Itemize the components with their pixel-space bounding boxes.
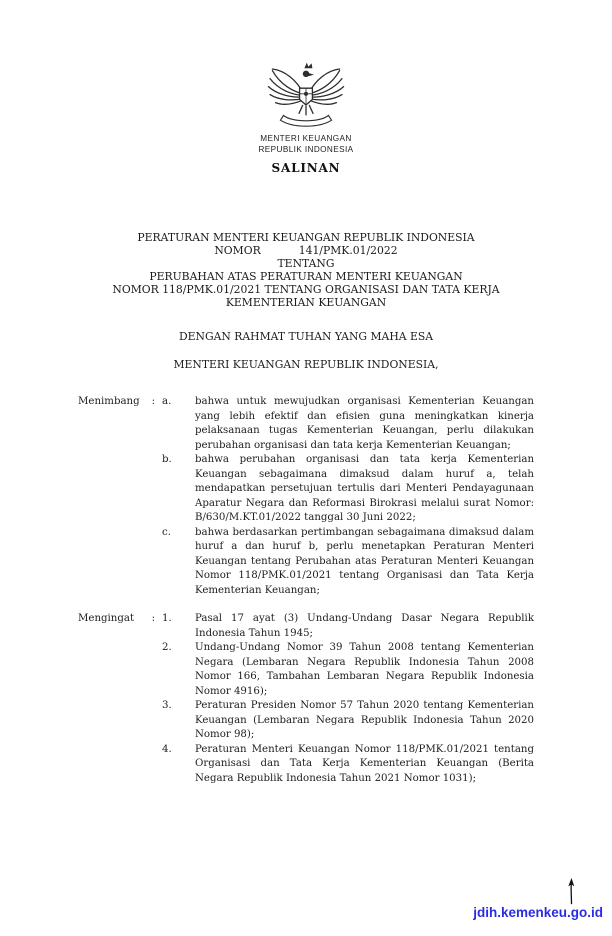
regulation-title-block <box>0 231 612 310</box>
item-text: Peraturan Presiden Nomor 57 Tahun 2020 tentang Kementerian Keuangan (Lembaran Negara Republik Indonesia Tahun 2020 Nomor 98); <box>195 700 534 740</box>
item-marker: c. <box>162 526 171 538</box>
recalling-label: Mengingat <box>78 613 135 624</box>
authority-line: MENTERI KEUANGAN REPUBLIK INDONESIA, <box>173 358 439 371</box>
number-value: 141/PMK.01/2022 <box>298 244 398 258</box>
about-label: TENTANG <box>277 257 335 271</box>
item-text: Undang-Undang Nomor 39 Tahun 2008 tentang Kementerian Negara (Lembaran Negara Republik Indonesia Tahun 2008 Nomor 166, Tambahan Lembaran Negara Republik Indonesia Nomor 4916); <box>195 642 534 697</box>
letterhead <box>0 56 612 175</box>
recalling-label-cell <box>78 612 162 627</box>
copy-stamp: SALINAN <box>271 161 341 175</box>
subject-line-2: NOMOR 118/PMK.01/2021 TENTANG ORGANISASI DAN TATA KERJA <box>112 283 500 297</box>
considering-items <box>162 395 534 598</box>
item-marker: 4. <box>162 743 172 755</box>
list-item <box>162 395 534 453</box>
considering-separator: : <box>151 396 155 407</box>
jdih-website-link[interactable]: jdih.kemenkeu.go.id <box>473 905 603 920</box>
invocation-line: DENGAN RAHMAT TUHAN YANG MAHA ESA <box>178 330 434 343</box>
item-text: bahwa perubahan organisasi dan tata kerja Kementerian Keuangan sebagaimana dimaksud dalam huruf a, telah mendapatkan persetujuan tertulis dari Menteri Pendayagunaan Aparatur Negara dan Reformasi Birokrasi melalui surat Nomor: B/630/M.KT.01/2022 tanggal 30 Juni 2022; <box>195 454 534 523</box>
item-text: Pasal 17 ayat (3) Undang-Undang Dasar Negara Republik Indonesia Tahun 1945; <box>195 613 534 639</box>
ministry-line-2: REPUBLIK INDONESIA <box>258 144 354 154</box>
garuda-pancasila-emblem-icon <box>266 56 346 130</box>
up-arrow-mark-icon <box>564 878 579 906</box>
list-item <box>162 743 534 787</box>
regulation-title-line: PERATURAN MENTERI KEUANGAN REPUBLIK INDONESIA <box>137 231 475 244</box>
considering-section <box>78 395 534 598</box>
considering-label: Menimbang <box>78 396 140 407</box>
ministry-name <box>0 134 612 155</box>
list-item <box>162 526 534 599</box>
recalling-section <box>78 612 534 786</box>
item-text: bahwa berdasarkan pertimbangan sebagaimana dimaksud dalam huruf a dan huruf b, perlu menetapkan Peraturan Menteri Keuangan tentang Perubahan atas Peraturan Menteri Keuangan Nomor 118/PMK.01/2021 tentang Organisasi dan Tata Kerja Kementerian Keuangan; <box>195 526 534 596</box>
list-item <box>162 453 534 526</box>
regulation-number-line <box>0 244 612 257</box>
item-text: bahwa untuk mewujudkan organisasi Kementerian Keuangan yang lebih efektif dan efisien guna meningkatkan kinerja pelaksanaan tugas Kementerian Keuangan, perlu dilakukan perubahan organisasi dan tata kerja Kementerian Keuangan; <box>195 396 534 451</box>
item-marker: 1. <box>162 613 172 624</box>
subject-line-1: PERUBAHAN ATAS PERATURAN MENTERI KEUANGAN <box>149 270 463 284</box>
recalling-items <box>162 612 534 786</box>
list-item <box>162 612 534 641</box>
list-item <box>162 641 534 699</box>
item-marker: 3. <box>162 700 172 711</box>
item-marker: 2. <box>162 642 172 653</box>
ministry-line-1: MENTERI KEUANGAN <box>260 134 352 143</box>
item-marker: b. <box>162 454 172 465</box>
considering-label-cell <box>78 395 162 410</box>
number-label: NOMOR <box>214 244 261 258</box>
item-text: Peraturan Menteri Keuangan Nomor 118/PMK.01/2021 tentang Organisasi dan Tata Kerja Kementerian Keuangan (Berita Negara Republik Indonesia Tahun 2021 Nomor 1031); <box>195 743 534 784</box>
subject-line-3: KEMENTERIAN KEUANGAN <box>225 296 387 310</box>
list-item <box>162 699 534 743</box>
recalling-separator: : <box>151 613 155 624</box>
item-marker: a. <box>162 396 172 407</box>
document-body <box>78 395 534 786</box>
